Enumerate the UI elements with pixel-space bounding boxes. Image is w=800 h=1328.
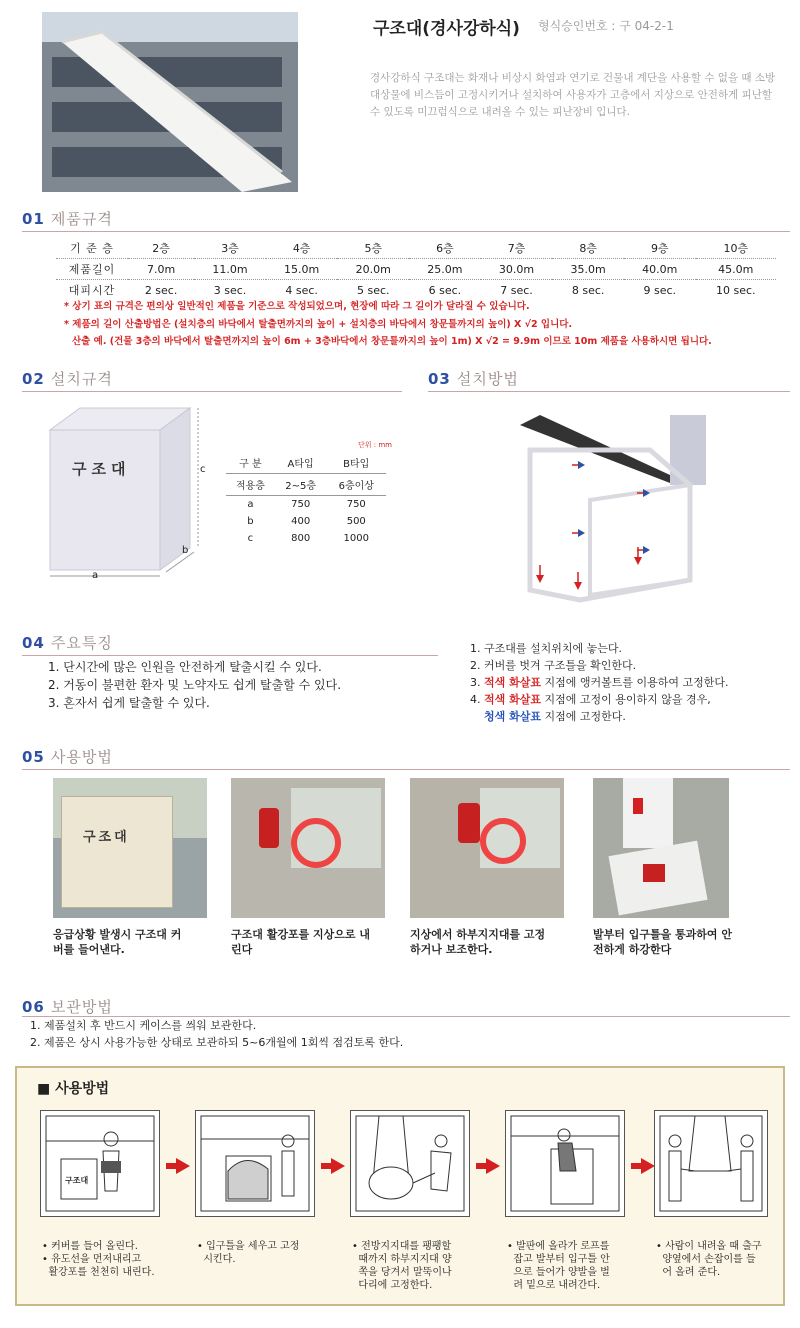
product-title: 구조대(경사강하식) <box>373 19 520 39</box>
approval-number: 형식승인번호 : 구 04-2-1 <box>538 19 674 33</box>
usage-step-4: • 발판에 올라가 로프를 잡고 발부터 입구틀 안 으로 들어가 양발을 벌 려 밑으로 내려간다. <box>507 1241 610 1291</box>
install-spec-row <box>226 530 386 547</box>
install-spec-row <box>226 496 386 514</box>
section-03-divider <box>428 391 790 392</box>
install-step-text: 지점에 고정이 용이하지 않을 경우, <box>540 693 711 706</box>
install-spec-cell: 2~5층 <box>285 481 317 492</box>
opening-label: 피난 개구부 <box>596 419 643 447</box>
usage-panel-3 <box>350 1110 470 1217</box>
usage-panel-4 <box>505 1110 625 1217</box>
install-step <box>470 691 728 708</box>
note-3: 산출 예. (건물 3층의 바닥에서 탈출면까지의 높이 6m + 3층바닥에서 창문틀까지의 높이 1m) X √2 = 9.9m 이므로 10m 제품을 사용하시면 됩니다. <box>72 336 712 347</box>
install-step-text: 지점에 고정한다. <box>540 710 626 723</box>
spec-table <box>56 238 776 300</box>
spec-cell: 2층 <box>152 242 170 255</box>
step-arrow-4 <box>641 1158 655 1174</box>
install-spec-cell: b <box>247 516 254 527</box>
install-spec-cell: A타입 <box>287 459 314 470</box>
dim-b-label: b <box>182 545 189 556</box>
spec-cell: 3 sec. <box>213 283 247 297</box>
usage-panel-2 <box>195 1110 315 1217</box>
section-03-title: 03 설치방법 <box>428 370 519 388</box>
usage-photo-1-label: 구조대 <box>83 830 130 845</box>
install-step-text: 커버를 벗겨 구조틀을 확인한다. <box>484 659 637 672</box>
usage-step-1: • 커버를 들어 올린다. • 유도선을 먼저내리고 활강포를 천천히 내린다. <box>42 1241 155 1278</box>
install-spec-cell: 500 <box>346 516 366 527</box>
spec-cell: 10층 <box>723 242 749 255</box>
spec-row <box>56 259 776 280</box>
feature-item: 1. 단시간에 많은 인원을 안전하게 탈출시킬 수 있다. <box>48 660 322 674</box>
note-2: * 제품의 길이 산출방법은 (설치층의 바닥에서 탈출면까지의 높이 + 설치층의 바닥에서 창문틀까지의 높이) X √2 입니다. <box>64 319 573 330</box>
step-arrow-2 <box>331 1158 345 1174</box>
spec-cell: 4 sec. <box>285 283 318 297</box>
install-step-number: 1. <box>470 642 484 655</box>
spec-cell: 30.0m <box>498 262 535 276</box>
install-step-number: 3. <box>470 676 484 689</box>
feature-item: 3. 혼자서 쉽게 탈출할 수 있다. <box>48 696 210 710</box>
spec-cell: 7.0m <box>146 262 176 276</box>
install-step-text: 청색 화살표 <box>484 710 541 723</box>
spec-cell: 45.0m <box>718 262 754 276</box>
spec-row-header: 기 준 층 <box>70 242 114 255</box>
usage-photo-4 <box>593 778 729 918</box>
install-spec-cell: 800 <box>291 533 311 544</box>
box-diagram <box>30 400 220 585</box>
usage-caption-4: 발부터 입구틀을 통과하여 안전하게 하강한다 <box>593 928 732 956</box>
usage-panel-5 <box>654 1110 768 1217</box>
install-step-text: 지점에 앵커볼트를 이용하여 고정한다. <box>540 676 729 689</box>
install-spec-row <box>226 452 386 474</box>
unit-label: 단위 : mm <box>358 441 392 449</box>
section-04-divider <box>22 655 438 656</box>
install-step-number: 2. <box>470 659 484 672</box>
section-05-divider <box>22 769 790 770</box>
spec-cell: 40.0m <box>642 262 678 276</box>
install-spec-cell: 750 <box>346 499 366 510</box>
usage-panel-1 <box>40 1110 160 1217</box>
usage-photo-2 <box>231 778 385 918</box>
section-06-title: 06 보관방법 <box>22 998 113 1016</box>
install-step-text: 적색 화살표 <box>484 676 541 689</box>
product-description: 경사강하식 구조대는 화재나 비상시 화염과 연기로 건물내 계단을 사용할 수 없을 때 소방대상물에 비스듬이 고정시키거나 설치하여 사용자가 고층에서 지상으로 안전하게 피난할 수 있도록 미끄럼식으로 내려올 수 있는 피난장비 입니다. <box>370 72 776 118</box>
install-spec-table <box>226 452 386 547</box>
install-spec-row <box>226 513 386 530</box>
spec-row-header: 대피시간 <box>68 284 116 297</box>
install-step-text: 구조대를 설치위치에 놓는다. <box>484 642 623 655</box>
box-label: 구조대 <box>72 460 131 478</box>
install-spec-cell: a <box>247 499 254 510</box>
spec-cell: 6 sec. <box>428 283 462 297</box>
install-spec-cell: 구 분 <box>239 459 262 470</box>
install-step <box>470 708 728 725</box>
spec-row-header: 제품길이 <box>68 263 116 276</box>
square-bullet-icon: ■ <box>37 1081 56 1097</box>
spec-cell: 20.0m <box>355 262 391 276</box>
spec-cell: 7 sec. <box>500 283 533 297</box>
install-spec-cell: 적용층 <box>235 481 265 492</box>
install-spec-cell: B타입 <box>343 459 370 470</box>
spec-cell: 5층 <box>364 242 383 255</box>
install-step <box>470 640 728 657</box>
usage-step-3: • 전방지지대를 팽팽할 때까지 하부지지대 양 쪽을 당겨서 말뚝이나 다리에 고정한다. <box>352 1241 452 1291</box>
building-photo <box>42 12 298 192</box>
storage-list <box>30 1017 403 1051</box>
spec-row <box>56 280 776 301</box>
install-steps <box>470 640 728 725</box>
dim-a-label: a <box>92 570 99 581</box>
usage-photo-3 <box>410 778 564 918</box>
install-step-number: 4. <box>470 693 484 706</box>
usage-panel-1-label: 구조대 <box>65 1176 89 1185</box>
section-02-title: 02 설치규격 <box>22 370 113 388</box>
install-step <box>470 657 728 674</box>
install-spec-row <box>226 474 386 496</box>
spec-cell: 25.0m <box>427 262 463 276</box>
spec-cell: 8층 <box>579 242 597 255</box>
storage-item: 2. 제품은 상시 사용가능한 상태로 보관하되 5~6개월에 1회씩 점검토록 한다. <box>30 1036 404 1049</box>
dim-c-label: c <box>200 464 206 475</box>
usage-caption-1: 응급상황 발생시 구조대 커버를 들어낸다. <box>53 928 182 956</box>
spec-cell: 5 sec. <box>356 283 390 297</box>
install-spec-cell: 6층이상 <box>338 481 374 492</box>
usage-photo-1 <box>53 778 207 918</box>
section-02-divider <box>22 391 402 392</box>
usage-caption-2: 구조대 활강포를 지상으로 내린다 <box>231 928 370 956</box>
install-step-text: 적색 화살표 <box>484 693 541 706</box>
spec-cell: 3층 <box>221 242 239 255</box>
spec-cell: 7층 <box>507 242 526 255</box>
spec-row <box>56 238 776 259</box>
section-05-title: 05 사용방법 <box>22 748 113 766</box>
step-arrow-3 <box>486 1158 500 1174</box>
spec-cell: 6층 <box>436 242 454 255</box>
feature-item: 2. 거동이 불편한 환자 및 노약자도 쉽게 탈출할 수 있다. <box>48 678 342 692</box>
features-list <box>48 658 341 712</box>
spec-cell: 4층 <box>292 242 311 255</box>
spec-cell: 2 sec. <box>144 283 178 297</box>
section-01-title: 01 제품규격 <box>22 210 113 228</box>
usage-caption-3: 지상에서 하부지지대를 고정하거나 보조한다. <box>410 928 546 956</box>
spec-cell: 10 sec. <box>716 283 756 297</box>
install-spec-cell: 400 <box>291 516 311 527</box>
section-01-divider <box>22 231 790 232</box>
note-1: * 상기 표의 규격은 편의상 일반적인 제품을 기준으로 작성되었으며, 현장에 따라 그 길이가 달라질 수 있습니다. <box>64 301 530 312</box>
install-spec-cell: c <box>247 533 254 544</box>
install-step <box>470 674 728 691</box>
install-spec-cell: 1000 <box>343 533 369 544</box>
spec-cell: 11.0m <box>212 262 248 276</box>
spec-cell: 15.0m <box>284 262 320 276</box>
usage-step-5: • 사람이 내려올 때 출구 양옆에서 손잡이를 들 어 올려 준다. <box>656 1241 762 1278</box>
step-arrow-1 <box>176 1158 190 1174</box>
usage-step-2: • 입구틀을 세우고 고정 시킨다. <box>197 1241 300 1265</box>
usage-box-title: ■ 사용방법 <box>37 1081 110 1097</box>
install-spec-cell: 750 <box>291 499 311 510</box>
storage-item: 1. 제품설치 후 반드시 케이스를 씌워 보관한다. <box>30 1019 257 1032</box>
spec-cell: 35.0m <box>570 262 606 276</box>
section-04-title: 04 주요특징 <box>22 634 113 652</box>
spec-cell: 9층 <box>650 242 669 255</box>
spec-cell: 8 sec. <box>571 283 605 297</box>
spec-cell: 9 sec. <box>643 283 677 297</box>
